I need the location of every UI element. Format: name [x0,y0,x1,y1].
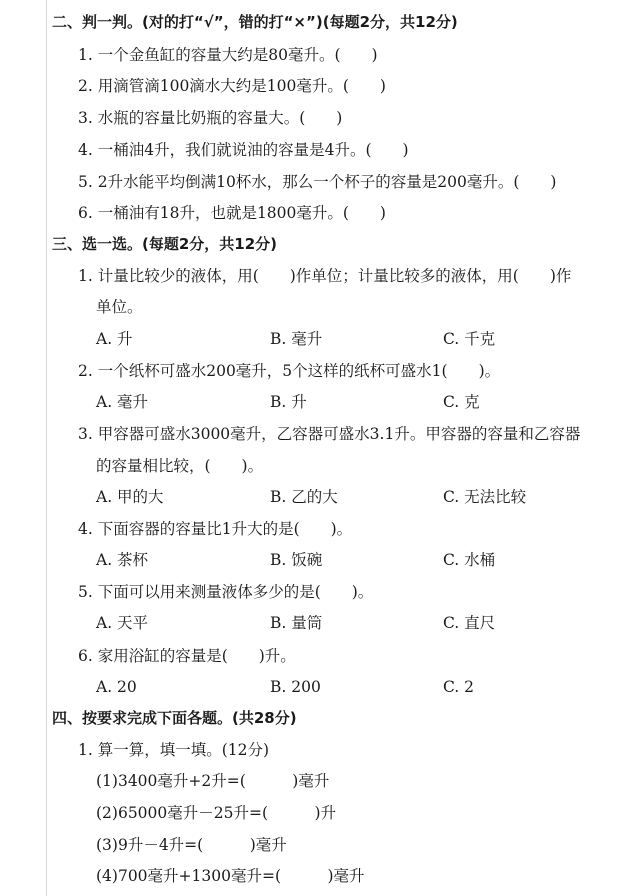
choice-q6-option-a: A. 20 [96,678,137,696]
choice-q4: 4. 下面容器的容量比1升大的是( )。 [78,520,353,538]
page-frame [46,0,636,896]
choice-q3: 3. 甲容器可盛水3000毫升，乙容器可盛水3.1升。甲容器的容量和乙容器 [78,425,581,443]
choice-q5-option-a: A. 天平 [96,614,149,632]
calc-item-1: (1)3400毫升+2升=( )毫升 [96,772,330,790]
choice-q6: 6. 家用浴缸的容量是( )升。 [78,647,296,665]
section-3-title: 三、选一选。(每题2分，共12分) [52,235,278,253]
choice-q4-option-a: A. 茶杯 [96,551,149,569]
choice-q2: 2. 一个纸杯可盛水200毫升，5个这样的纸杯可盛水1( )。 [78,362,501,380]
calc-q1: 1. 算一算，填一填。(12分) [78,741,270,759]
choice-q1-cont: 单位。 [96,298,143,316]
choice-q5-option-b: B. 量筒 [270,614,323,632]
choice-q2-option-c: C. 克 [443,393,480,411]
choice-q6-option-b: B. 200 [270,678,321,696]
choice-q3-option-c: C. 无法比较 [443,488,527,506]
choice-q5-option-c: C. 直尺 [443,614,496,632]
choice-q6-option-c: C. 2 [443,678,475,696]
judge-item-3: 3. 水瓶的容量比奶瓶的容量大。( ) [78,109,343,127]
choice-q1-option-c: C. 千克 [443,330,496,348]
choice-q3-cont: 的容量相比较，( )。 [96,457,264,475]
choice-q1-option-b: B. 毫升 [270,330,323,348]
calc-item-4: (4)700毫升+1300毫升=( )毫升 [96,867,365,885]
choice-q5: 5. 下面可以用来测量液体多少的是( )。 [78,583,374,601]
calc-item-3: (3)9升－4升=( )毫升 [96,836,287,854]
choice-q4-option-b: B. 饭碗 [270,551,323,569]
judge-item-1: 1. 一个金鱼缸的容量大约是80毫升。( ) [78,46,378,64]
judge-item-6: 6. 一桶油有18升，也就是1800毫升。( ) [78,204,386,222]
calc-item-2: (2)65000毫升－25升=( )升 [96,804,337,822]
judge-item-2: 2. 用滴管滴100滴水大约是100毫升。( ) [78,77,386,95]
choice-q1-option-a: A. 升 [96,330,133,348]
section-2-title: 二、判一判。(对的打“√”，错的打“×”)(每题2分，共12分) [52,13,458,31]
choice-q3-option-a: A. 甲的大 [96,488,164,506]
choice-q2-option-a: A. 毫升 [96,393,149,411]
choice-q3-option-b: B. 乙的大 [270,488,338,506]
choice-q1: 1. 计量比较少的液体，用( )作单位；计量比较多的液体，用( )作 [78,267,572,285]
section-4-title: 四、按要求完成下面各题。(共28分) [52,709,297,727]
judge-item-4: 4. 一桶油4升，我们就说油的容量是4升。( ) [78,141,409,159]
choice-q4-option-c: C. 水桶 [443,551,496,569]
choice-q2-option-b: B. 升 [270,393,307,411]
judge-item-5: 5. 2升水能平均倒满10杯水，那么一个杯子的容量是200毫升。( ) [78,173,557,191]
